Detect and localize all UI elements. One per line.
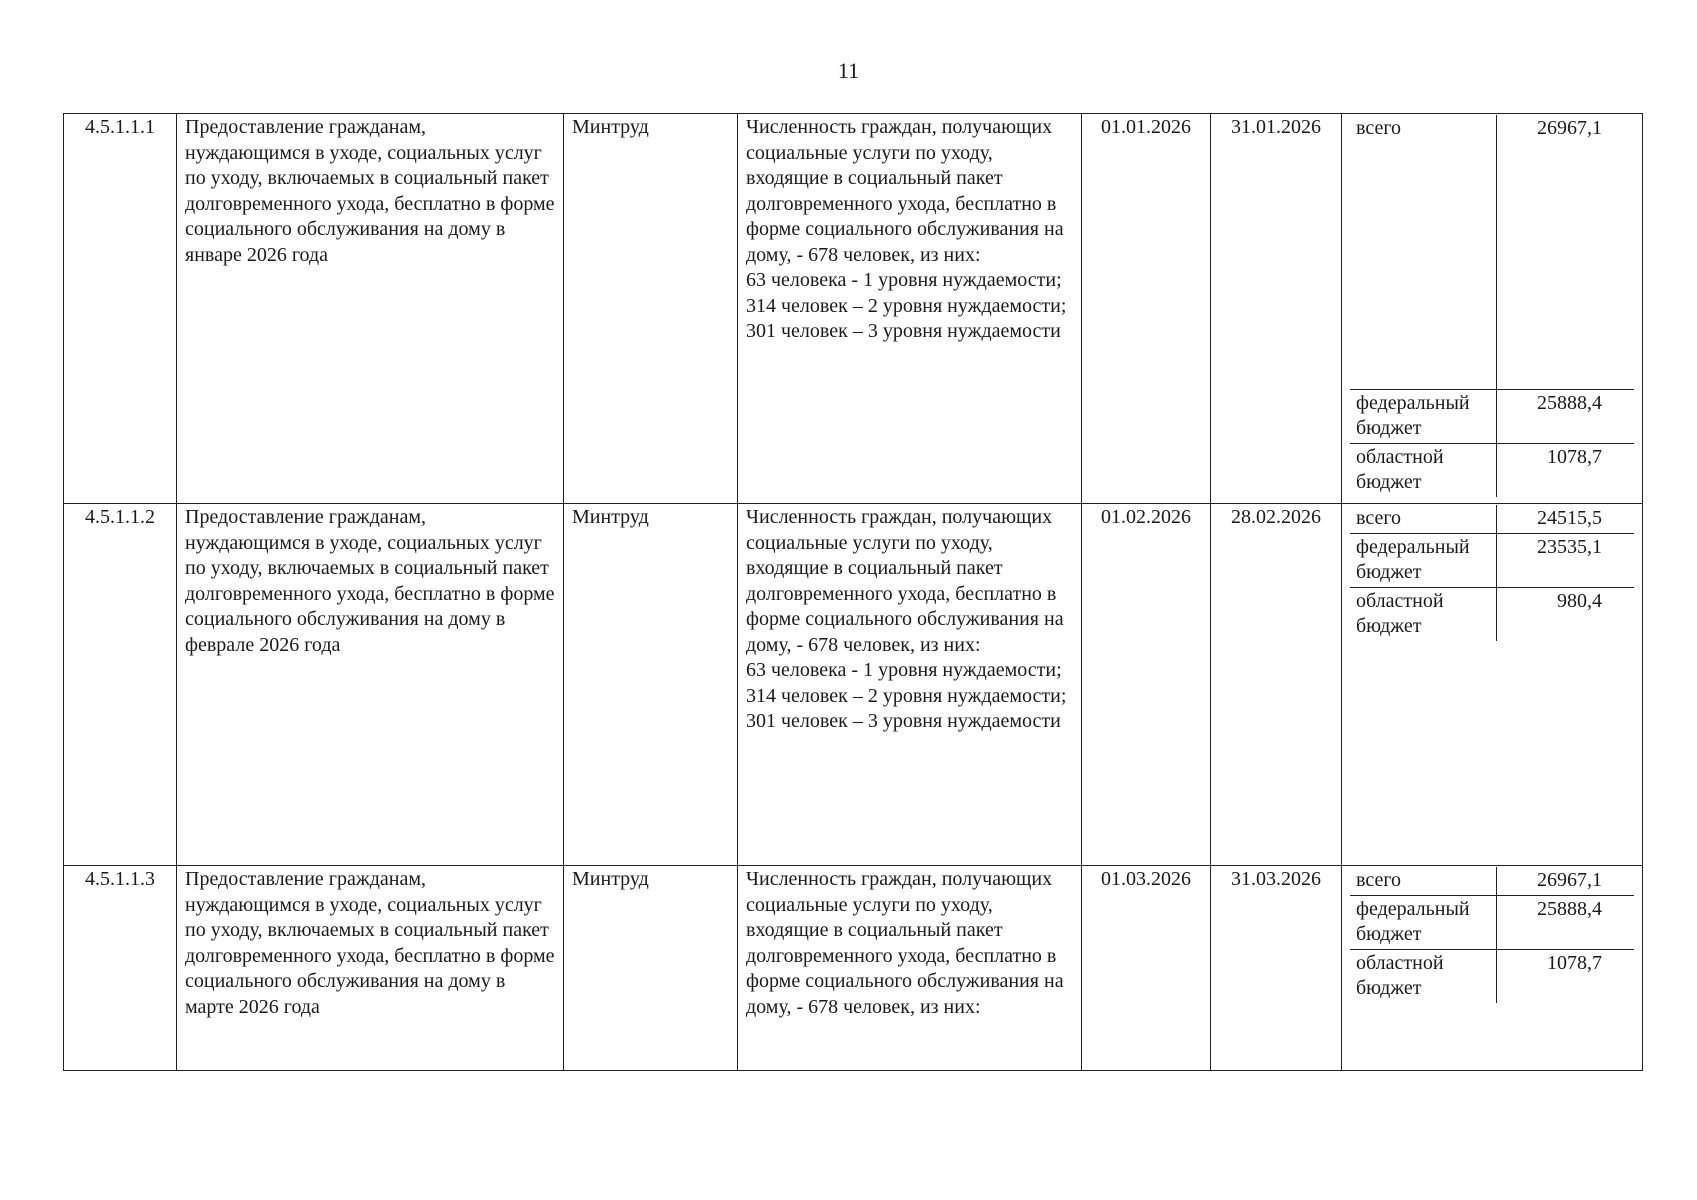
- funding-table: [1350, 505, 1634, 641]
- funding-label: областной бюджет: [1350, 443, 1497, 497]
- funding-row: [1350, 389, 1634, 443]
- executor: Минтруд: [564, 504, 738, 866]
- funding-amount: 25888,4: [1497, 389, 1635, 443]
- funding-amount: 1078,7: [1497, 443, 1635, 497]
- table-row: [64, 866, 1643, 1071]
- table-row: [64, 504, 1643, 866]
- start-date: 01.01.2026: [1082, 114, 1211, 504]
- funding-row: [1350, 443, 1634, 497]
- funding-sources: [1342, 866, 1643, 1071]
- funding-row: [1350, 867, 1634, 895]
- funding-row: [1350, 533, 1634, 587]
- end-date: 31.01.2026: [1211, 114, 1342, 504]
- funding-row: [1350, 587, 1634, 641]
- funding-label: всего: [1350, 115, 1497, 389]
- indicator: Численность граждан, получающих социальные услуги по уходу, входящие в социальный пакет долговременного ухода, бесплатно в форме социального обслуживания на дому, - 678 человек, из них: 63 человека - 1 уровня нуждаемости; 314 человек – 2 уровня нуждаемости; 301 человек – 3 уровня нуждаемости: [738, 114, 1082, 504]
- funding-row: [1350, 505, 1634, 533]
- funding-label: всего: [1350, 867, 1497, 895]
- end-date: 28.02.2026: [1211, 504, 1342, 866]
- end-date: 31.03.2026: [1211, 866, 1342, 1071]
- funding-label: всего: [1350, 505, 1497, 533]
- funding-label: федеральный бюджет: [1350, 389, 1497, 443]
- funding-amount: 26967,1: [1537, 869, 1602, 891]
- executor: Минтруд: [564, 114, 738, 504]
- funding-amount: 26967,1: [1537, 117, 1602, 139]
- table-row: [64, 114, 1643, 504]
- funding-label: федеральный бюджет: [1350, 895, 1497, 949]
- funding-row: [1350, 895, 1634, 949]
- indicator: Численность граждан, получающих социальные услуги по уходу, входящие в социальный пакет долговременного ухода, бесплатно в форме социального обслуживания на дому, - 678 человек, из них: 63 человека - 1 уровня нуждаемости; 314 человек – 2 уровня нуждаемости; 301 человек – 3 уровня нуждаемости: [738, 504, 1082, 866]
- funding-table: [1350, 115, 1634, 497]
- funding-amount: 25888,4: [1497, 895, 1635, 949]
- funding-table: [1350, 867, 1634, 1003]
- funding-amount: 980,4: [1497, 587, 1635, 641]
- funding-amount: 1078,7: [1497, 949, 1635, 1003]
- item-code: 4.5.1.1.2: [64, 504, 177, 866]
- start-date: 01.02.2026: [1082, 504, 1211, 866]
- item-code: 4.5.1.1.1: [64, 114, 177, 504]
- activity-description: Предоставление гражданам, нуждающимся в уходе, социальных услуг по уходу, включаемых в социальный пакет долговременного ухода, бесплатно в форме социального обслуживания на дому в марте 2026 года: [177, 866, 564, 1071]
- funding-sources: [1342, 504, 1643, 866]
- activity-description: Предоставление гражданам, нуждающимся в уходе, социальных услуг по уходу, включаемых в социальный пакет долговременного ухода, бесплатно в форме социального обслуживания на дому в феврале 2026 года: [177, 504, 564, 866]
- activities-table: [63, 113, 1643, 1071]
- start-date: 01.03.2026: [1082, 866, 1211, 1071]
- funding-row: [1350, 115, 1634, 389]
- page-number: 11: [837, 58, 860, 83]
- funding-amount: 24515,5: [1537, 507, 1602, 529]
- funding-label: областной бюджет: [1350, 587, 1497, 641]
- funding-label: областной бюджет: [1350, 949, 1497, 1003]
- executor: Минтруд: [564, 866, 738, 1071]
- activity-description: Предоставление гражданам, нуждающимся в уходе, социальных услуг по уходу, включаемых в социальный пакет долговременного ухода, бесплатно в форме социального обслуживания на дому в январе 2026 года: [177, 114, 564, 504]
- funding-sources: [1342, 114, 1643, 504]
- indicator: Численность граждан, получающих социальные услуги по уходу, входящие в социальный пакет долговременного ухода, бесплатно в форме социального обслуживания на дому, - 678 человек, из них:: [738, 866, 1082, 1071]
- item-code: 4.5.1.1.3: [64, 866, 177, 1071]
- funding-amount: 23535,1: [1497, 533, 1635, 587]
- funding-row: [1350, 949, 1634, 1003]
- funding-label: федеральный бюджет: [1350, 533, 1497, 587]
